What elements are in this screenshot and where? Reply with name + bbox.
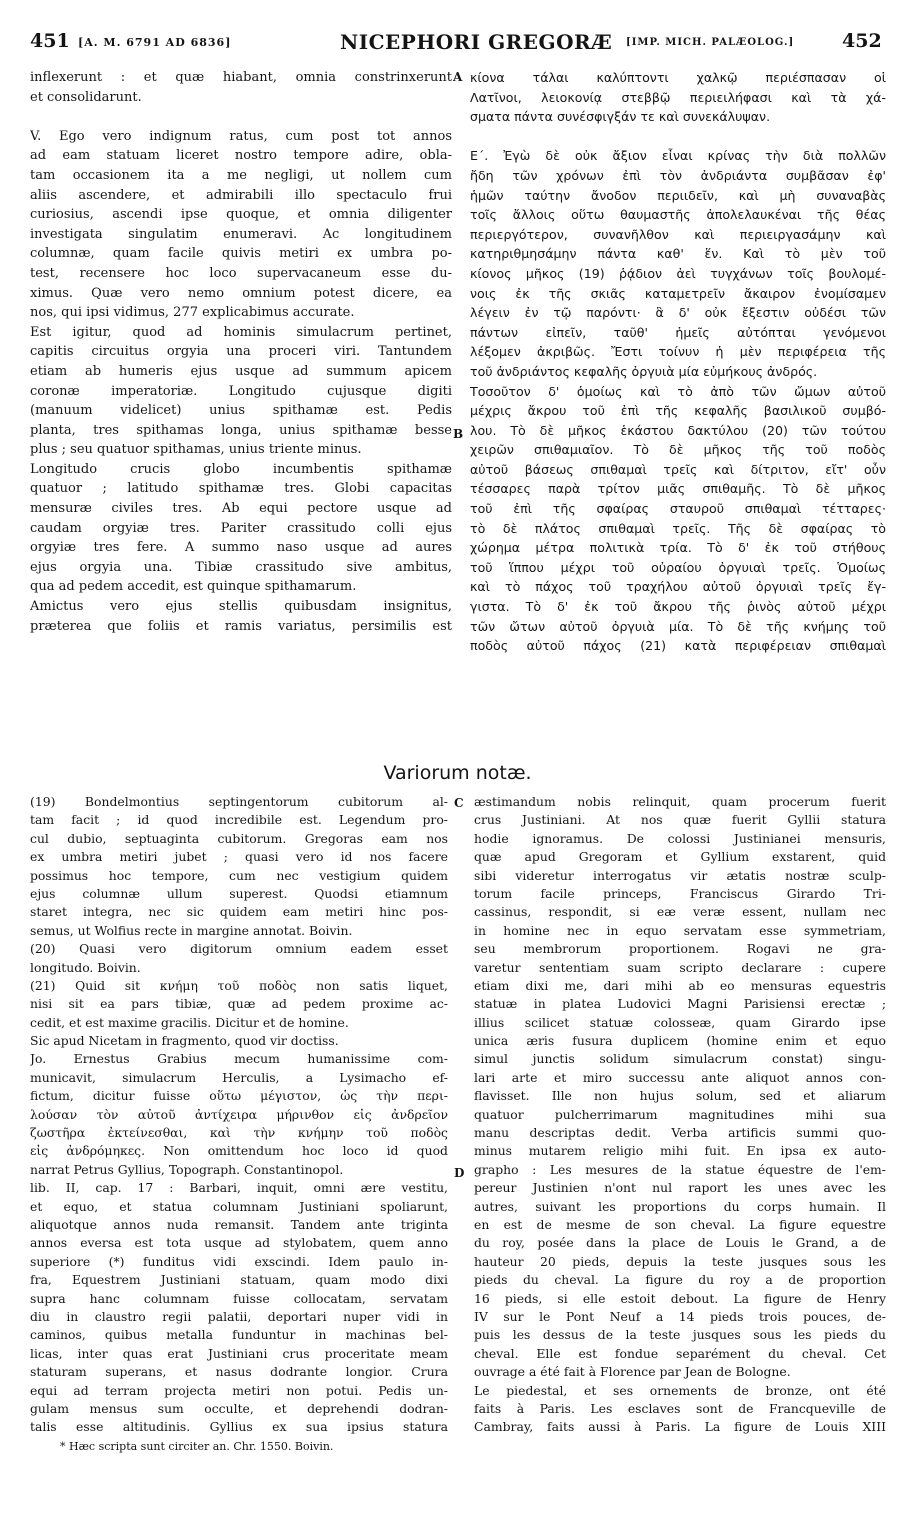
text-line: Longitudo crucis globo incumbentis spithamæ: [30, 461, 452, 477]
text-line: εἰς ἀνδρόμηκες. Non omittendum hoc loco id quod: [30, 1143, 448, 1159]
text-line: Jo. Ernestus Grabius mecum humanissime com-: [30, 1051, 448, 1067]
text-line: etiam dixi me, dari mihi ab eo mensuras equestris: [474, 977, 886, 993]
page-title: NICEPHORI GREGORÆ: [340, 30, 613, 54]
margin-letter-c: C: [454, 796, 464, 810]
text-line: τέσσαρες παρὰ τρίτον μιᾶς σπιθαμῆς. Τὸ δὲ μῆκος: [470, 481, 886, 497]
text-line: licas, inter quas erat Justiniani crus proceritate meam: [30, 1345, 448, 1361]
text-line: Le piedestal, et ses ornements de bronze, ont été: [474, 1382, 886, 1398]
text-line: ad eam statuam liceret nostro tempore adire, obla-: [30, 148, 452, 164]
text-line: V. Ego vero indignum ratus, cum post tot annos: [30, 128, 452, 144]
margin-letter-a: A: [453, 70, 463, 84]
text-line: quæ apud Gregoram et Gyllium exstarent, quid: [474, 849, 886, 865]
running-header-date: [A. M. 6791 AD 6836]: [78, 36, 232, 49]
text-line: IV sur le Pont Neuf a 14 pieds trois pouces, de-: [474, 1308, 886, 1324]
text-line: grapho : Les mesures de la statue équestre de l'em-: [474, 1161, 886, 1177]
text-line: νοις ἐκ τῆς σκιᾶς καταμετρεῖν ἄκαιρον ἐνομίσαμεν: [470, 285, 886, 301]
text-line: simul junctis solidum simulacrum constat) singu-: [474, 1051, 886, 1067]
text-line: aliis ascendere, et admirabili illo spectaculo frui: [30, 187, 452, 203]
text-line: ποδὸς αὐτοῦ πάχος (21) κατὰ περιφέρειαν σπιθαμαὶ: [470, 638, 886, 654]
text-line: μέχρις ἄκρου τοῦ ἐπὶ τῆς κεφαλῆς βασιλικοῦ συμβό-: [470, 403, 886, 419]
text-line: ximus. Quæ vero nemo omnium potest dicere, ea: [30, 285, 452, 301]
text-line: etiam ab humeris ejus usque ad summum apicem: [30, 363, 452, 379]
text-line: supra hanc columnam fuisse collocatam, servatam: [30, 1290, 448, 1306]
text-line: staturam superans, et nasus dodrante longior. Crura: [30, 1364, 448, 1380]
greek-text-column: [470, 68, 886, 656]
text-line: possimus hoc tempore, cum nec vestigium quidem: [30, 867, 448, 883]
text-line: præterea que foliis et ramis variatus, persimilis est: [30, 618, 452, 634]
margin-letter-b: B: [453, 427, 464, 441]
text-line: et equo, et statua columnam Justiniani spoliarunt,: [30, 1198, 448, 1214]
text-line: τοῦ ἵππου μέχρι τοῦ οὐραίου ὀργυιαὶ τρεῖς. Ὁμοίως: [470, 559, 886, 575]
text-line: annos eversa est tota usque ad stylobatem, quem anno: [30, 1235, 448, 1251]
text-line: τῶν ὤτων αὐτοῦ ὀργυιὰ μία. Τὸ δὲ τῆς κνήμης τοῦ: [470, 618, 886, 634]
text-line: narrat Petrus Gyllius, Topograph. Constantinopol.: [30, 1161, 344, 1177]
text-line: pereur Justinien n'ont nul raport les unes avec les: [474, 1180, 886, 1196]
text-line: λούσαν τὸν αὐτοῦ ἀντίχειρα μήρινθον εἰς ἀνδρεῖον: [30, 1106, 448, 1122]
text-line: planta, tres spithamas longa, unius spithamæ besse: [30, 422, 452, 438]
text-line: columnæ, quam facile quivis metiri ex umbra po-: [30, 246, 452, 262]
text-line: unica æris fusura duplicem (homine enim et equo: [474, 1033, 886, 1049]
text-line: σματα πάντα συνέσφιγξάν τε καὶ συνεκάλυψαν.: [470, 109, 771, 125]
text-line: orgyiæ tres fere. A summo naso usque ad aures: [30, 540, 452, 556]
text-line: hauteur 20 pieds, depuis la teste jusques sous les: [474, 1253, 886, 1269]
running-header-emperor: [IMP. MICH. PALÆOLOG.]: [626, 37, 795, 48]
text-line: 16 pieds, si elle estoit debout. La figure de Henry: [474, 1290, 886, 1306]
text-line: πάντων εἰπεῖν, ταῦθ' ἡμεῖς αὐτόπται γενόμενοι: [470, 324, 886, 340]
text-line: curiosius, ascendi ipse quoque, et omnia diligenter: [30, 207, 452, 223]
text-line: λέγειν ἐν τῷ παρόντι· ἃ δ' οὐκ ἔξεστιν οὐδέσι τῶν: [470, 305, 886, 321]
text-line: κατηριθμησάμην πάντα καθ' ἕν. Καὶ τὸ μὲν τοῦ: [470, 246, 886, 262]
text-line: talis esse altitudinis. Gyllius ex sua ipsius statura: [30, 1419, 448, 1435]
text-line: Sic apud Nicetam in fragmento, quod vir doctiss.: [30, 1033, 339, 1049]
text-line: nisi sit ea pars tibiæ, quæ ad pedem proxime ac-: [30, 996, 448, 1012]
text-line: ἤδη τῶν χρόνων ἐπὶ τὸν ἀνδριάντα συμβᾶσαν ἐφ': [470, 167, 886, 183]
text-line: crus Justiniani. At nos quæ fuerit Gyllii statura: [474, 812, 886, 828]
text-line: χειρῶν σπιθαμιαῖον. Τὸ δὲ μῆκος τῆς τοῦ ποδὸς: [470, 442, 886, 458]
text-line: τοῦ ἀνδριάντος κεφαλῆς ὀργυιὰ μία εὐμήκους ἀνδρός.: [470, 363, 818, 379]
text-line: Cambray, faits aussi à Paris. La figure de Louis XIII: [474, 1419, 886, 1435]
text-line: ex umbra metiri jubet ; quasi vero id nos facere: [30, 849, 448, 865]
text-line: varetur sententiam suam scripto declarare : cupere: [474, 959, 886, 975]
text-line: sibi videretur interrogatus vir ætatis nostræ sculp-: [474, 867, 886, 883]
text-line: [30, 107, 452, 127]
notes-heading: Variorum notæ.: [383, 762, 532, 784]
text-line: autres, suivant les proportions du corps humain. Il: [474, 1198, 886, 1214]
text-line: en est de mesme de son cheval. La figure equestre: [474, 1216, 886, 1232]
text-line: pieds du cheval. La figure du roy a de proportion: [474, 1272, 886, 1288]
text-line: cul dubio, septuaginta cubitorum. Gregoras eam nos: [30, 830, 448, 846]
text-line: χώρημα μέτρα πολιτικὰ τρία. Τὸ δ' ἐκ τοῦ στήθους: [470, 540, 886, 556]
text-line: γιστα. Τὸ δ' ἐκ τοῦ ἄκρου τῆς ῥινὸς αὐτοῦ μέχρι: [470, 599, 886, 615]
text-line: minus mutarem religio mihi fuit. En ipsa ex auto-: [474, 1143, 886, 1159]
text-line: æstimandum nobis relinquit, quam procerum fuerit: [474, 794, 886, 809]
text-line: περιεργότερον, συνανῆλθον καὶ περιειργασάμην καὶ: [470, 226, 886, 242]
text-line: gulam mensus sum occulte, et deprehendi dodran-: [30, 1400, 448, 1416]
text-line: caudam orgyiæ tres. Pariter crassitudo colli ejus: [30, 520, 452, 536]
text-line: inflexerunt : et quæ hiabant, omnia constrinxerunt: [30, 70, 452, 85]
text-line: Amictus vero ejus stellis quibusdam insignitus,: [30, 599, 452, 615]
text-line: mensuræ civiles tres. Ab equi pectore usque ad: [30, 501, 452, 517]
text-line: manu descriptas dedit. Verba artificis summi quo-: [474, 1125, 886, 1141]
text-line: longitudo. Boivin.: [30, 959, 141, 975]
text-line: τοῦ ἐπὶ τῆς σφαίρας σταυροῦ σπιθαμαὶ τέτταρες·: [470, 501, 886, 517]
text-line: equi ad terram projecta metiri non potui. Pedis un-: [30, 1382, 448, 1398]
text-line: λέξομεν ἀκριβῶς. Ἔστι τοίνυν ἡ μὲν περιφέρεια τῆς: [470, 344, 886, 360]
text-line: staret integra, nec sic quidem eam metiri hinc pos-: [30, 904, 448, 920]
text-line: Τοσοῦτον δ' ὁμοίως καὶ τὸ ἀπὸ τῶν ὤμων αὐτοῦ: [470, 383, 886, 399]
text-line: [470, 127, 886, 147]
footnote: * Hæc scripta sunt circiter an. Chr. 1550. Boivin.: [60, 1440, 334, 1453]
text-line: quatuor pulcherrimarum magnitudines mihi sua: [474, 1106, 886, 1122]
text-line: lib. II, cap. 17 : Barbari, inquit, omni ære vestitu,: [30, 1180, 448, 1196]
text-line: quatuor ; latitudo spithamæ tres. Globi capacitas: [30, 481, 452, 497]
text-line: (19) Bondelmontius septingentorum cubitorum al-: [30, 794, 448, 809]
text-line: semus, ut Wolfius recte in margine annotat. Boivin.: [30, 922, 353, 938]
text-line: du roy, posée dans la place de Louis le Grand, a de: [474, 1235, 886, 1251]
text-line: αὐτοῦ βάσεως σπιθαμαὶ τρεῖς καὶ δίτριτον, εἴτ' οὖν: [470, 461, 886, 477]
text-line: ζωστῆρα ἐκτείνεσθαι, καὶ τὴν κνήμην τοῦ ποδὸς: [30, 1125, 448, 1141]
text-line: (21) Quid sit κνήμη τοῦ ποδὸς non satis liquet,: [30, 977, 448, 993]
text-line: (manuum videlicet) unius spithamæ est. Pedis: [30, 403, 452, 419]
text-line: ejus columnæ ullum superest. Quodsi etiamnum: [30, 885, 448, 901]
text-line: λου. Τὸ δὲ μῆκος ἑκάστου δακτύλου (20) τῶν τούτου: [470, 422, 886, 438]
notes-left-column: [30, 793, 448, 1437]
notes-right-column: [474, 793, 886, 1437]
text-line: capitis circuitus orgyia una proceri viri. Tantundem: [30, 344, 452, 360]
text-line: faits à Paris. Les esclaves sont de Francqueville de: [474, 1400, 886, 1416]
page-number-right: 452: [842, 30, 882, 52]
text-line: τοῖς ἄλλοις οὕτω θαυμαστῆς ἀπολελαυκέναι τῆς θέας: [470, 207, 886, 223]
text-line: τὸ δὲ πλάτος σπιθαμαὶ τρεῖς. Τῆς δὲ σφαίρας τὸ: [470, 520, 886, 536]
text-line: ἡμῶν ταύτην ἄνοδον περιιδεῖν, καὶ μὴ συναναβὰς: [470, 187, 886, 203]
text-line: investigata singulatim enumeravi. Ac longitudinem: [30, 226, 452, 242]
text-line: tam occasionem ita a me negligi, ut nollem cum: [30, 167, 452, 183]
text-line: καὶ τὸ πάχος τοῦ τραχήλου αὐτοῦ ὀργυιαὶ τρεῖς ἔγ-: [470, 579, 886, 595]
text-line: caminos, quibus metalla funduntur in machinas bel-: [30, 1327, 448, 1343]
text-line: puis les dessus de la teste jusques sous les pieds du: [474, 1327, 886, 1343]
text-line: et consolidarunt.: [30, 89, 142, 105]
page-number-left: 451: [30, 30, 70, 52]
text-line: ouvrage a été fait à Florence par Jean de Bologne.: [474, 1364, 791, 1380]
text-line: cassinus, respondit, si eæ veræ essent, nullam nec: [474, 904, 886, 920]
text-line: ejus orgyia una. Tibiæ crassitudo sive ambitus,: [30, 559, 452, 575]
text-line: fra, Equestrem Justiniani statuam, quam modo dixi: [30, 1272, 448, 1288]
text-line: test, recensere hoc loco supervacaneum esse du-: [30, 265, 452, 281]
text-line: coronæ imperatoriæ. Longitudo cujusque digiti: [30, 383, 452, 399]
text-line: seu membrorum proportionem. Rogavi ne gra-: [474, 941, 886, 957]
text-line: Ε΄. Ἐγὼ δὲ οὐκ ἄξιον εἶναι κρίνας τὴν διὰ πολλῶν: [470, 148, 886, 164]
text-line: nos, qui ipsi vidimus, 277 explicabimus accurate.: [30, 305, 355, 321]
text-line: plus ; seu quatuor spithamas, unius triente minus.: [30, 442, 362, 458]
text-line: flavisset. Ille non hujus solum, sed et aliarum: [474, 1088, 886, 1104]
text-line: superiore (*) funditus vidi exscindi. Idem paulo in-: [30, 1253, 448, 1269]
text-line: in homine nec in equo servatam esse symmetriam,: [474, 922, 886, 938]
text-line: illius scilicet statuæ colosseæ, quam Girardo ipse: [474, 1014, 886, 1030]
text-line: statuæ in platea Ludovici Magni Parisiensi erectæ ;: [474, 996, 886, 1012]
text-line: κίονος μῆκος (19) ῥᾴδιον ἀεὶ τυγχάνων τοῖς βουλομέ-: [470, 265, 886, 281]
text-line: tam facit ; id quod incredibile est. Legendum pro-: [30, 812, 448, 828]
text-line: aliquotque annos nuda remansit. Tandem ante triginta: [30, 1216, 448, 1232]
text-line: cheval. Elle est fondue separément du cheval. Cet: [474, 1345, 886, 1361]
text-line: hodie ignoramus. De colossi Justinianei mensuris,: [474, 830, 886, 846]
text-line: lari arte et miro successu ante aliquot annos con-: [474, 1069, 886, 1085]
margin-letter-d: D: [454, 1166, 465, 1180]
text-line: (20) Quasi vero digitorum omnium eadem esset: [30, 941, 448, 957]
text-line: municavit, simulacrum Herculis, a Lysimacho ef-: [30, 1069, 448, 1085]
text-line: Est igitur, quod ad hominis simulacrum pertinet,: [30, 324, 452, 340]
text-line: qua ad pedem accedit, est quinque spithamarum.: [30, 579, 357, 595]
text-line: Λατῖνοι, λειοκονίᾳ στεββῷ περιειλήφασι καὶ τὰ χά-: [470, 89, 886, 105]
text-line: diu in claustro regii palatii, deportari nuper vidi in: [30, 1308, 448, 1324]
text-line: fictum, dicitur fuisse οὕτω μέγιστον, ὡς τὴν περι-: [30, 1088, 448, 1104]
latin-text-column: [30, 68, 452, 636]
text-line: cedit, et est maxime gracilis. Dicitur et de homine.: [30, 1014, 349, 1030]
text-line: torum facile princeps, Franciscus Girardo Tri-: [474, 885, 886, 901]
text-line: κίονα τάλαι καλύπτοντι χαλκῷ περιέσπασαν οἱ: [470, 70, 886, 85]
